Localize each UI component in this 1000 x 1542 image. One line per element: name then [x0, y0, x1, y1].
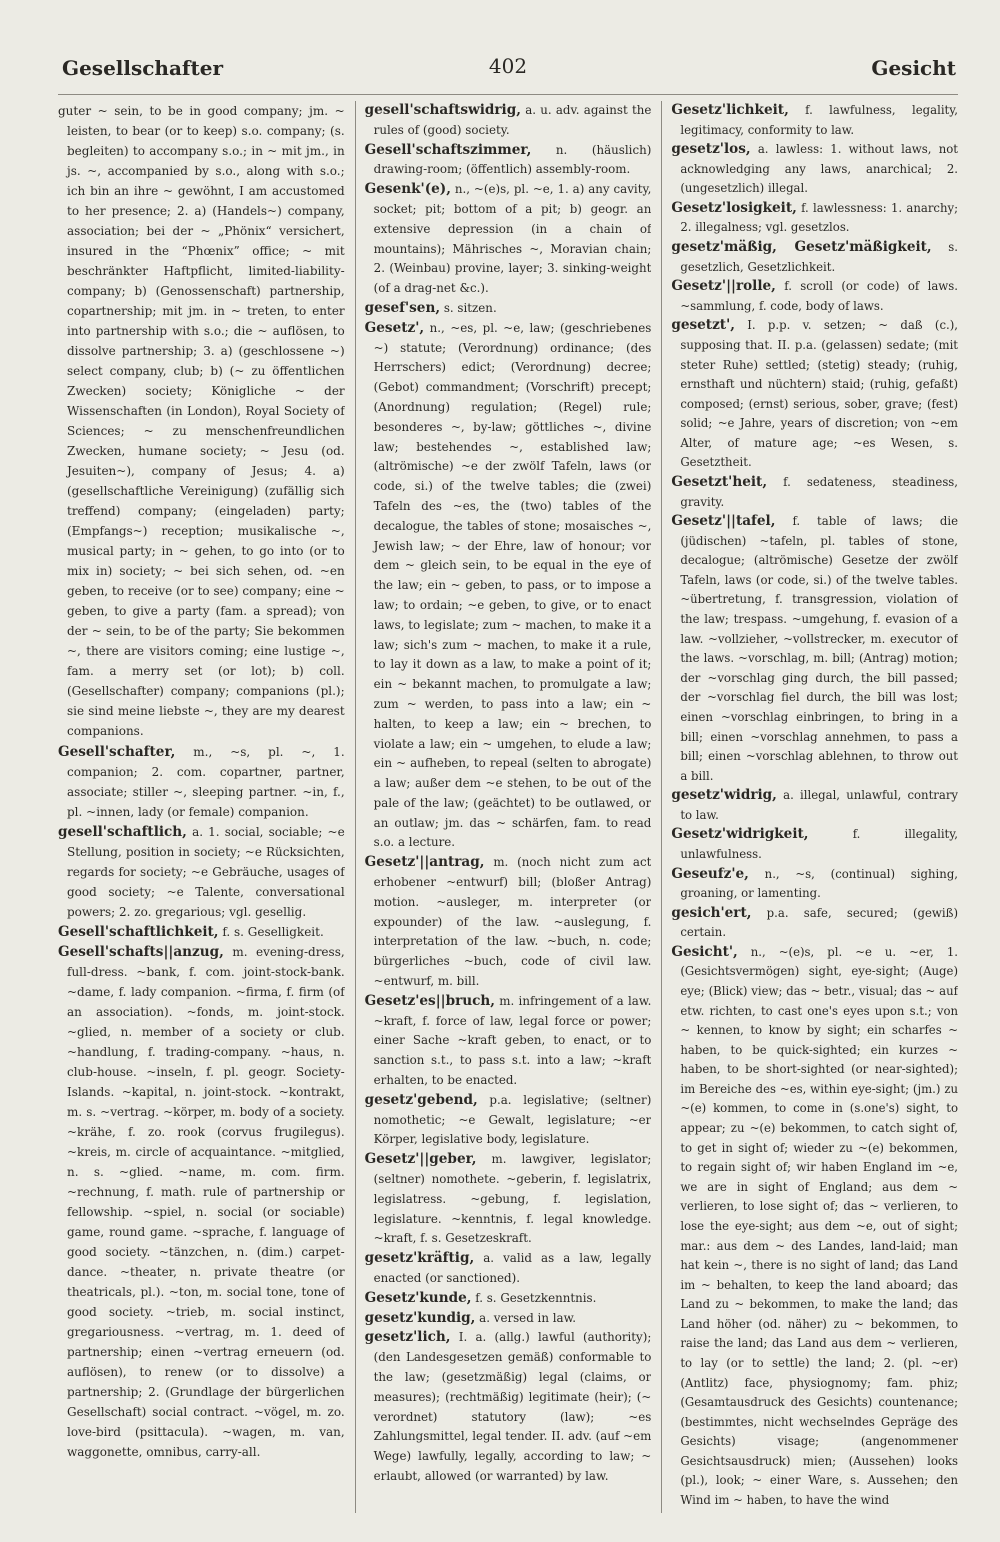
right-running-head: Gesicht [871, 56, 956, 80]
entry-headword: Gesetz'||antrag, [364, 854, 485, 871]
dictionary-entry [671, 277, 958, 316]
dictionary-entry [365, 180, 652, 299]
entry-headword: gesich'ert, [671, 904, 752, 921]
dictionary-entry [58, 942, 345, 1462]
entry-text: a. 1. social, sociable; ~e Stellung, position in society; ~e Rücksichten, regards for society; ~e Gebräuche, usages of good society; ~e Talente, conversational powers; 2. zo. gregarious; vgl. gesellig. [67, 824, 345, 919]
entry-text: a. valid as a law, legally enacted (or sanctioned). [373, 1251, 652, 1286]
dictionary-entry [365, 1289, 652, 1309]
entry-text: a. illegal, unlawful, contrary to law. [680, 788, 958, 822]
dictionary-entry [671, 473, 958, 512]
entry-headword: Gesell'schafter, [58, 743, 176, 760]
entry-text: f. scroll (or code) of laws. ~sammlung, f. code, body of laws. [680, 279, 958, 313]
entry-headword: Gesell'schaftszimmer, [364, 141, 532, 158]
entry-text: f. illegality, unlawfulness. [680, 827, 958, 861]
entry-headword: Gesetz'||tafel, [671, 513, 776, 530]
entry-headword: gesef'sen, [364, 299, 441, 316]
entry-headword: gesetz'los, [671, 141, 751, 158]
entry-text: m. infringement of a law. ~kraft, f. force of law, legal force or power; einer Sache ~kraft geben, to enact, or to sanction s.t., to pass s.t. into a law; ~kraft erhalten, to be enacted. [373, 993, 652, 1088]
entry-text: m., ~s, pl. ~, 1. companion; 2. com. copartner, partner, associate; stiller ~, sleeping partner. ~in, f., pl. ~innen, lady (or female) companion. [67, 744, 345, 819]
entry-headword: gesetz'widrig, [671, 787, 777, 804]
entry-headword: Gesenk'(e), [364, 181, 451, 198]
dictionary-entry [671, 943, 958, 1511]
entry-text: I. a. (allg.) lawful (authority); (den Landesgesetzen gemäß) conformable to the law; (gesetzmäßig) legal (claims, or measures); (rechtmäßig) legitimate (heir); (~ verordnet) statutory (law); ~es Zahlungsmittel, legal tender. II. adv. (auf ~em Wege) lawfully, legally, according to law; ~ erlaubt, allowed (or warranted) by law. [373, 1330, 652, 1483]
entry-text: s. gesetzlich, Gesetzlichkeit. [680, 240, 958, 274]
columns [58, 101, 958, 1513]
entry-text: f. lawlessness: 1. anarchy; 2. illegalness; vgl. gesetzlos. [680, 200, 958, 235]
entry-text: f. s. Geselligkeit. [222, 924, 324, 939]
dictionary-entry [671, 199, 958, 238]
dictionary-entry [365, 992, 652, 1091]
entry-headword: Gesicht', [671, 943, 738, 960]
entry-headword: Gesetz'widrigkeit, [671, 826, 809, 843]
entry-headword: gesell'schaftswidrig, [364, 102, 521, 118]
entry-text: s. sitzen. [443, 300, 497, 315]
dictionary-entry [365, 853, 652, 992]
column-2 [355, 101, 652, 1513]
dictionary-entry [671, 101, 958, 140]
entry-text: f. table of laws; die (jüdischen) ~tafeln, pl. tables of stone, decalogue; (altrömische) Gesetze der zwölf Tafeln, laws (or code, si.) of the twelve tables. ~übertretung, f. transgression, violation of the law; trespass. ~umgehung, f. evasion of a law. ~vollzieher, ~vollstrecker, m. executor of the laws. ~vorschlag, m. bill; (Antrag) motion; der ~vorschlag ging durch, the bill passed; der ~vorschlag fiel durch, the bill was lost; einen ~vorschlag einbringen, to bring in a bill; einen ~vorschlag annehmen, to pass a bill; einen ~vorschlag ablehnen, to throw out a bill. [680, 514, 958, 783]
entry-headword: Gesell'schaftlichkeit, [58, 923, 219, 940]
entry-headword: Gesetz'||geber, [364, 1151, 477, 1168]
entry-text: m. evening-dress, full-dress. ~bank, f. com. joint-stock-bank. ~dame, f. lady companion. ~firma, f. firm (of an association). ~fonds, m. joint-stock. ~glied, n. member of a society or club. ~handlung, f. trading-company. ~haus, n. club-house. ~inseln, f. pl. geogr. Society-Islands. ~kapital, n. joint-stock. ~kontrakt, m. s. ~vertrag. ~körper, m. body of a society. ~krähe, f. zo. rook (corvus frugilegus). ~kreis, m. circle of acquaintance. ~mitglied, n. s. ~glied. ~name, m. com. firm. ~rechnung, f. math. rule of partnership or fellowship. ~spiel, n. social (or sociable) game, round game. ~sprache, f. language of good society. ~tänzchen, n. (dim.) carpet-dance. ~theater, n. private theatre (or theatricals, pl.). ~ton, m. social tone, tone of good society. ~trieb, m. social instinct, gregariousness. ~vertrag, m. 1. deed of partnership; einen ~vertrag erneuern (od. auflösen), to renew (or to dissolve) a partnership; 2. (Grundlage der bürgerlichen Gesellschaft) social contract. ~vögel, m. zo. love-bird (psittacula). ~wagen, m. van, waggonette, omnibus, carry-all. [67, 944, 345, 1460]
dictionary-entry [365, 1328, 652, 1486]
left-running-head: Gesellschafter [62, 56, 224, 80]
entry-headword: Gesetz'kunde, [364, 1289, 472, 1306]
entry-text: a. u. adv. against the rules of (good) society. [373, 103, 652, 137]
dictionary-entry [58, 822, 345, 922]
entry-text: f. sedateness, steadiness, gravity. [680, 474, 958, 509]
column-3 [661, 101, 958, 1513]
entry-headword: Gesetzt'heit, [671, 473, 768, 490]
entry-text: n., ~(e)s, pl. ~e, 1. a) any cavity, socket; pit; bottom of a pit; b) geogr. an extensive depression (in a chain of mountains); Mährisches ~, Moravian chain; 2. (Weinbau) provine, layer; 3. sinking-weight (of a drag-net &c.). [373, 182, 652, 296]
dictionary-entry [365, 141, 652, 181]
dictionary-entry [58, 101, 345, 742]
entry-text: f. s. Gesetzkenntnis. [475, 1290, 597, 1305]
entry-headword: Gesell'schafts||anzug, [58, 943, 224, 960]
dictionary-entry [671, 238, 958, 277]
dictionary-entry [365, 1150, 652, 1249]
entry-headword: Gesetz'lichkeit, [671, 102, 789, 118]
entry-text: n. (häuslich) drawing-room; (öffentlich) assembly-room. [373, 142, 652, 177]
entry-text: m. (noch nicht zum act erhobener ~entwurf) bill; (bloßer Antrag) motion. ~ausleger, m. interpreter (or expounder) of the law. ~auslegung, f. interpretation of the law. ~buch, n. code; bürgerliches ~buch, code of civil law. ~entwurf, m. bill. [373, 855, 652, 989]
dictionary-entry [365, 101, 652, 141]
entry-headword: Gesetz'||rolle, [671, 278, 776, 295]
dictionary-entry [671, 140, 958, 199]
entry-text: n., ~(e)s, pl. ~e u. ~er, 1. (Gesichtsvermögen) sight, eye-sight; (Auge) eye; (Blick) view; das ~ betr., visual; das ~ auf etw. richten, to cast one's eyes upon s.t.; von ~ kennen, to know by sight; ein scharfes ~ haben, to be quick-sighted; ein kurzes ~ haben, to be short-sighted (or near-sighted); im Bereiche des ~es, within eye-sight; (jm.) zu ~(e) kommen, to come in (s.one's) sight, to appear; zu ~(e) bekommen, to catch sight of, to get in sight of; wieder zu ~(e) bekommen, to regain sight of; wir haben England im ~e, we are in sight of England; aus dem ~ verlieren, to lose sight of; das ~ verlieren, to lose the eye-sight; aus dem ~e, out of sight; mar.: aus dem ~ des Landes, land-laid; man hat kein ~, there is no sight of land; das Land im ~ behalten, to keep the land aboard; das Land zu ~ bekommen, to make the land; das Land höher (od. näher) zu ~ bekommen, to raise the land; das Land aus dem ~ verlieren, to lay (or to settle) the land; 2. (pl. ~er) (Antlitz) face, physiognomy; fam. phiz; (Gesamtausdruck des Gesichts) countenance; (bestimmtes, nicht wechselndes Gepräge des Gesichts) visage; (angenommener Gesichtsausdruck) mien; (Aussehen) looks (pl.), look; ~ einer Ware, s. Aussehen; den Wind im ~ haben, to have the wind [680, 944, 958, 1508]
dictionary-entry [671, 316, 958, 473]
dictionary-entry [671, 512, 958, 786]
entry-text: p.a. legislative; (seltner) nomothetic; ~e Gewalt, legislature; ~er Körper, legislative body, legislature. [373, 1092, 652, 1147]
entry-text: n., ~es, pl. ~e, law; (geschriebenes ~) statute; (Verordnung) ordinance; (des Herrschers) edict; (Verordnung) decree; (Gebot) commandment; (Vorschrift) precept; (Anordnung) regulation; (Regel) rule; besonderes ~, by-law; göttliches ~, divine law; bestehendes ~, established law; (altrömische) ~e der zwölf Tafeln, laws (or code, si.) of the twelve tables; die (zwei) Tafeln des ~es, the (two) tables of the decalogue, the tables of stone; mosaisches ~, Jewish law; ~ der Ehre, law of honour; vor dem ~ gleich sein, to be equal in the eye of the law; ein ~ geben, to pass, or to impose a law; to ordain; ~e geben, to give, or to enact laws, to legislate; zum ~ machen, to make it a law; sich's zum ~ machen, to make it a rule, to lay it down as a law, to make a point of it; ein ~ bekannt machen, to promulgate a law; zum ~ werden, to pass into a law; ein ~ halten, to keep a law; ein ~ brechen, to violate a law; ein ~ umgehen, to elude a law; ein ~ aufheben, to repeal (selten to abrogate) a law; außer dem ~e stehen, to be out of the pale of the law; (geächtet) to be outlawed, or an outlaw; jm. das ~ schärfen, fam. to read s.o. a lecture. [373, 320, 652, 850]
entry-text: n., ~s, (continual) sighing, groaning, or lamenting. [680, 866, 958, 901]
dictionary-entry [671, 904, 958, 943]
entry-text: guter ~ sein, to be in good company; jm. ~ leisten, to bear (or to keep) s.o. company; (s. begleiten) to accompany s.o.; in ~ mit jm., in js. ~, accompanied by s.o., along with s.o.; ich bin an ihre ~ gewöhnt, I am accustomed to her presence; 2. a) (Handels~) company, association; bei der ~ „Phönix“ versichert, insured in the “Phœnix” office; ~ mit beschränkter Haftpflicht, limited-liability-company; b) (Genossenschaft) partnership, copartnership; mit jm. in ~ treten, to enter into partnership with s.o.; die ~ auflösen, to dissolve partnership; 3. a) (geschlossene ~) select company, club; b) (~ zu öffentlichen Zwecken) society; Königliche ~ der Wissenschaften (in London), Royal Society of Sciences; ~ zu menschenfreundlichen Zwecken, humane society; ~ Jesu (od. Jesuiten~), company of Jesus; 4. a) (gesellschaftliche Vereinigung) (zufällig sich treffend) company; (eingeladen) party; (Empfangs~) reception; musikalische ~, musical party; in ~ gehen, to go into (or to mix in) society; ~ bei sich sehen, od. ~en geben, to receive (or to see) company; eine ~ geben, to give a party (fam. a spread); von der ~ sein, to be of the party; Sie bekommen ~, there are visitors coming; eine lustige ~, fam. a merry set (or lot); b) coll. (Gesellschafter) company; companions (pl.); sie sind meine liebste ~, they are my dearest companions. [58, 104, 345, 739]
entry-headword: gesetz'gebend, [364, 1091, 478, 1108]
dictionary-entry [365, 299, 652, 319]
entry-headword: Gesetz'es||bruch, [364, 992, 496, 1009]
entry-text: a. lawless: 1. without laws, not acknowledging any laws, anarchical; 2. (ungesetzlich) illegal. [680, 142, 958, 196]
dictionary-entry [671, 865, 958, 904]
entry-text: I. p.p. v. setzen; ~ daß (c.), supposing that. II. p.a. (gelassen) sedate; (mit steter Ruhe) settled; (stetig) steady; (ruhig, ernsthaft und nüchtern) staid; (ruhig, gefaßt) composed; (ernst) serious, sober, grave; (fest) solid; ~e Jahre, years of discretion; von ~em Alter, of mature age; ~es Wesen, s. Gesetztheit. [680, 318, 958, 470]
entry-text: m. lawgiver, legislator; (seltner) nomothete. ~geberin, f. legislatrix, legislatress. ~gebung, f. legislation, legislature. ~kenntnis, f. legal knowledge. ~kraft, f. s. Gesetzeskraft. [373, 1152, 652, 1246]
column-1 [58, 101, 345, 1513]
entry-text: a. versed in law. [479, 1310, 577, 1325]
entry-headword: Gesetz'losigkeit, [671, 199, 797, 216]
entry-headword: Gesetz', [364, 319, 425, 336]
entry-headword: gesetzt', [671, 317, 735, 334]
page-header [58, 44, 958, 95]
entry-headword: gesetz'kräftig, [364, 1250, 475, 1267]
page-number: 402 [488, 54, 528, 78]
entry-text: f. lawfulness, legality, legitimacy, conformity to law. [680, 103, 958, 137]
dictionary-entry [58, 922, 345, 942]
entry-text: p.a. safe, secured; (gewiß) certain. [680, 905, 958, 940]
dictionary-entry [365, 319, 652, 854]
entry-headword: gesetz'lich, [364, 1329, 451, 1346]
dictionary-entry [671, 786, 958, 825]
dictionary-entry [365, 1309, 652, 1329]
dictionary-entry [365, 1249, 652, 1289]
entry-headword: Geseufz'e, [671, 865, 749, 882]
entry-headword: gesetz'kundig, [364, 1309, 476, 1326]
dictionary-entry [58, 742, 345, 822]
dictionary-entry [365, 1091, 652, 1150]
dictionary-entry [671, 825, 958, 864]
entry-headword: gesell'schaftlich, [58, 823, 187, 840]
entry-headword: gesetz'mäßig, Gesetz'mäßigkeit, [671, 239, 932, 256]
